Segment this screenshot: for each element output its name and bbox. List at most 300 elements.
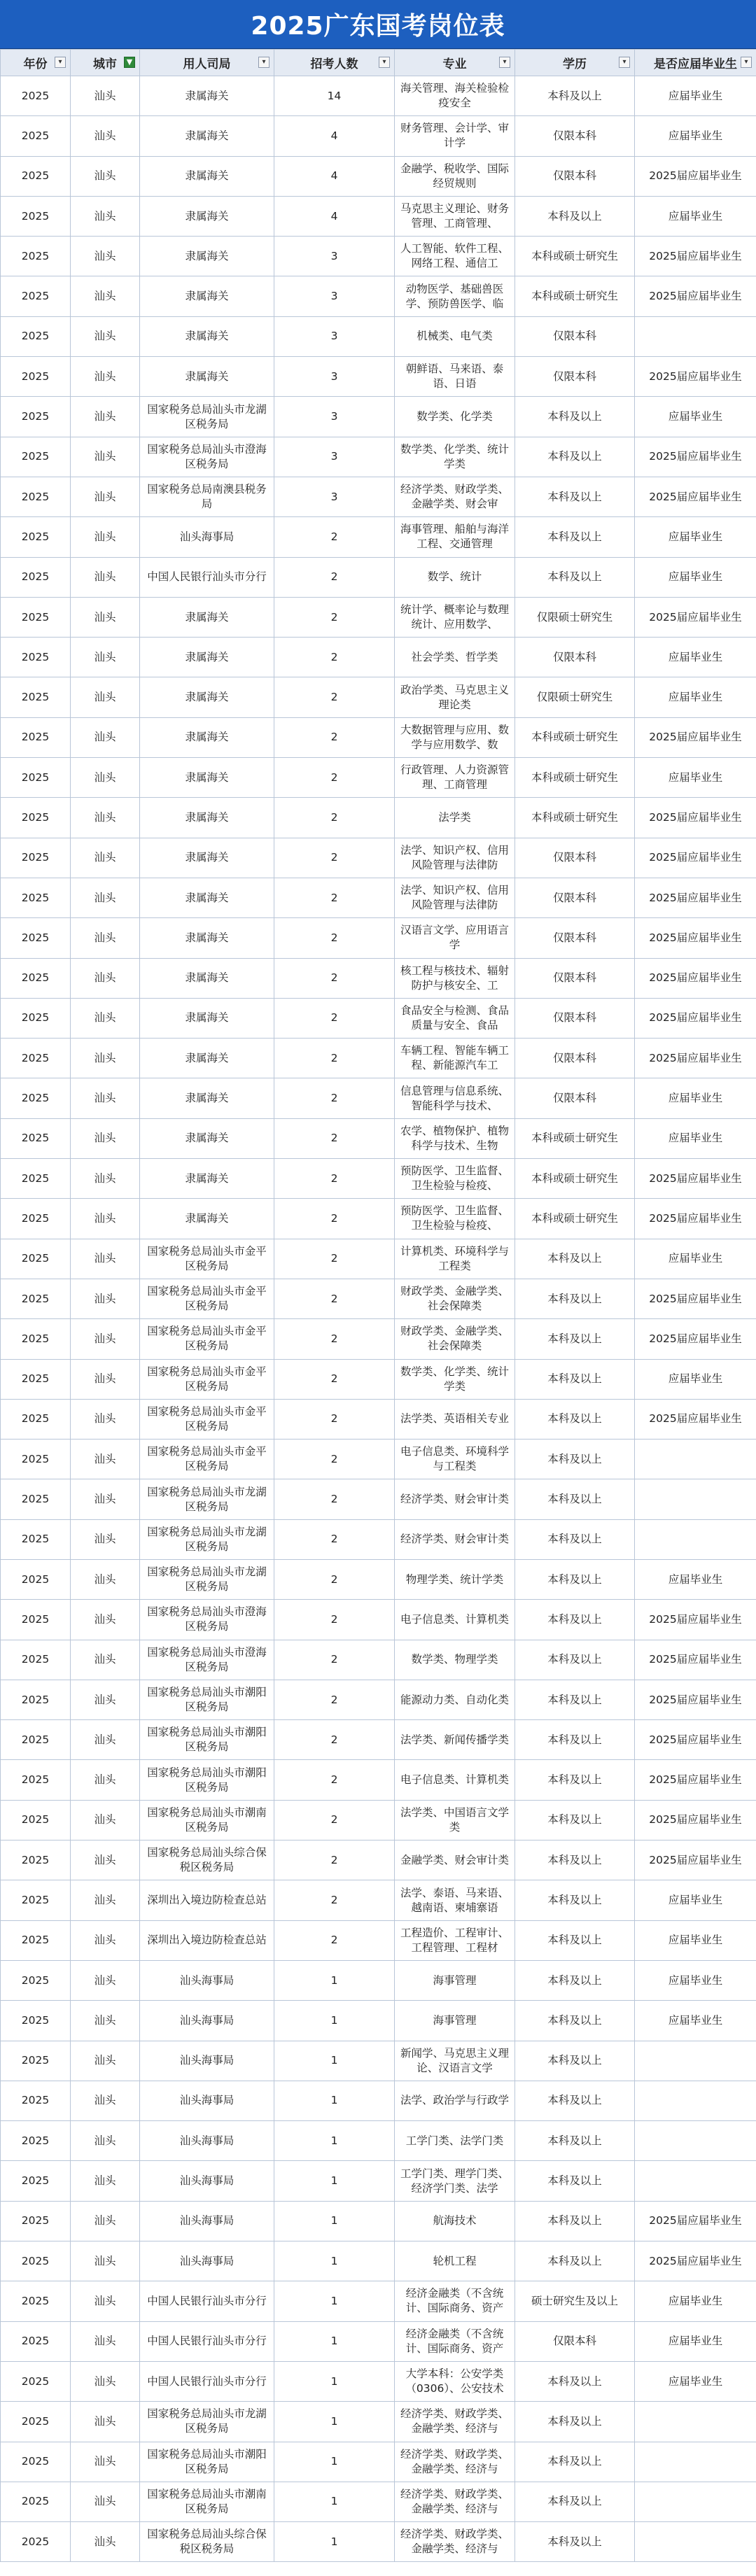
table-row[interactable] bbox=[1, 1239, 756, 1279]
cell-employer: 隶属海关 bbox=[140, 638, 274, 677]
table-row[interactable] bbox=[1, 958, 756, 998]
cell-city: 汕头 bbox=[71, 1199, 140, 1239]
cell-employer: 国家税务总局汕头市龙湖区税务局 bbox=[140, 1559, 274, 1599]
cell-year: 2025 bbox=[1, 2442, 71, 2482]
cell-fresh-graduate: 2025届应届毕业生 bbox=[635, 1399, 756, 1439]
cell-headcount: 2 bbox=[274, 918, 395, 958]
cell-major: 海事管理 bbox=[395, 2001, 515, 2041]
cell-headcount: 1 bbox=[274, 2442, 395, 2482]
cell-employer: 国家税务总局汕头市金平区税务局 bbox=[140, 1319, 274, 1359]
cell-headcount: 1 bbox=[274, 2121, 395, 2161]
table-row[interactable] bbox=[1, 1359, 756, 1399]
cell-major: 动物医学、基础兽医学、预防兽医学、临 bbox=[395, 276, 515, 316]
cell-year: 2025 bbox=[1, 918, 71, 958]
cell-employer: 隶属海关 bbox=[140, 357, 274, 397]
cell-city: 汕头 bbox=[71, 1960, 140, 2000]
cell-year: 2025 bbox=[1, 958, 71, 998]
cell-fresh-graduate: 应届毕业生 bbox=[635, 1559, 756, 1599]
cell-year: 2025 bbox=[1, 1118, 71, 1158]
cell-employer: 国家税务总局汕头市潮阳区税务局 bbox=[140, 1720, 274, 1760]
cell-fresh-graduate: 2025届应届毕业生 bbox=[635, 1319, 756, 1359]
filter-dropdown-icon[interactable]: ▾ bbox=[55, 57, 66, 68]
cell-education: 仅限本科 bbox=[515, 958, 635, 998]
table-row[interactable] bbox=[1, 2121, 756, 2161]
cell-fresh-graduate bbox=[635, 2121, 756, 2161]
cell-fresh-graduate: 2025届应届毕业生 bbox=[635, 357, 756, 397]
cell-education: 仅限本科 bbox=[515, 116, 635, 156]
cell-year: 2025 bbox=[1, 2281, 71, 2321]
filter-dropdown-icon[interactable]: ▾ bbox=[499, 57, 510, 68]
cell-headcount: 3 bbox=[274, 397, 395, 437]
cell-city: 汕头 bbox=[71, 998, 140, 1038]
table-row[interactable] bbox=[1, 2161, 756, 2201]
cell-major: 财政学类、金融学类、社会保障类 bbox=[395, 1279, 515, 1318]
cell-city: 汕头 bbox=[71, 2201, 140, 2241]
cell-education: 本科及以上 bbox=[515, 196, 635, 236]
table-row[interactable] bbox=[1, 838, 756, 878]
cell-education: 本科及以上 bbox=[515, 2442, 635, 2482]
cell-city: 汕头 bbox=[71, 1800, 140, 1840]
cell-employer: 隶属海关 bbox=[140, 116, 274, 156]
cell-headcount: 2 bbox=[274, 1519, 395, 1559]
cell-city: 汕头 bbox=[71, 1319, 140, 1359]
cell-year: 2025 bbox=[1, 1199, 71, 1239]
cell-fresh-graduate: 2025届应届毕业生 bbox=[635, 1640, 756, 1680]
cell-headcount: 4 bbox=[274, 116, 395, 156]
cell-city: 汕头 bbox=[71, 557, 140, 597]
table-row[interactable] bbox=[1, 878, 756, 917]
cell-employer: 隶属海关 bbox=[140, 838, 274, 878]
table-row[interactable] bbox=[1, 638, 756, 677]
cell-education: 本科或硕士研究生 bbox=[515, 1118, 635, 1158]
column-header-employer[interactable] bbox=[140, 50, 274, 76]
cell-fresh-graduate: 应届毕业生 bbox=[635, 1078, 756, 1118]
table-row[interactable] bbox=[1, 2201, 756, 2241]
cell-fresh-graduate: 2025届应届毕业生 bbox=[635, 1159, 756, 1199]
cell-headcount: 2 bbox=[274, 1039, 395, 1078]
table-row[interactable] bbox=[1, 1760, 756, 1800]
table-row[interactable] bbox=[1, 2482, 756, 2521]
cell-major: 车辆工程、智能车辆工程、新能源汽车工 bbox=[395, 1039, 515, 1078]
cell-education: 本科及以上 bbox=[515, 1279, 635, 1318]
cell-city: 汕头 bbox=[71, 2442, 140, 2482]
cell-headcount: 3 bbox=[274, 437, 395, 477]
cell-education: 本科或硕士研究生 bbox=[515, 1199, 635, 1239]
table-row[interactable] bbox=[1, 1519, 756, 1559]
cell-city: 汕头 bbox=[71, 2161, 140, 2201]
cell-education: 本科或硕士研究生 bbox=[515, 237, 635, 276]
cell-fresh-graduate: 2025届应届毕业生 bbox=[635, 276, 756, 316]
cell-fresh-graduate bbox=[635, 1440, 756, 1479]
cell-employer: 隶属海关 bbox=[140, 316, 274, 356]
table-row[interactable] bbox=[1, 1199, 756, 1239]
table-row[interactable] bbox=[1, 1399, 756, 1439]
table-row[interactable] bbox=[1, 758, 756, 798]
table-row[interactable] bbox=[1, 2442, 756, 2482]
cell-city: 汕头 bbox=[71, 1078, 140, 1118]
cell-fresh-graduate: 2025届应届毕业生 bbox=[635, 437, 756, 477]
cell-major: 能源动力类、自动化类 bbox=[395, 1680, 515, 1719]
table-row[interactable] bbox=[1, 1159, 756, 1199]
cell-employer: 国家税务总局汕头市金平区税务局 bbox=[140, 1239, 274, 1279]
table-row[interactable] bbox=[1, 237, 756, 276]
cell-fresh-graduate: 应届毕业生 bbox=[635, 2321, 756, 2361]
cell-fresh-graduate: 应届毕业生 bbox=[635, 638, 756, 677]
cell-employer: 国家税务总局南澳县税务局 bbox=[140, 477, 274, 516]
cell-employer: 国家税务总局汕头市金平区税务局 bbox=[140, 1279, 274, 1318]
column-header-fresh-graduate[interactable] bbox=[635, 50, 756, 76]
cell-year: 2025 bbox=[1, 1640, 71, 1680]
cell-headcount: 2 bbox=[274, 1680, 395, 1719]
cell-employer: 汕头海事局 bbox=[140, 2081, 274, 2120]
cell-education: 本科及以上 bbox=[515, 1920, 635, 1960]
column-header-headcount[interactable] bbox=[274, 50, 395, 76]
table-row[interactable] bbox=[1, 2081, 756, 2120]
table-row[interactable] bbox=[1, 1640, 756, 1680]
cell-year: 2025 bbox=[1, 1519, 71, 1559]
cell-headcount: 1 bbox=[274, 2041, 395, 2081]
filter-active-icon[interactable]: ▼ bbox=[124, 57, 135, 68]
table-row[interactable] bbox=[1, 357, 756, 397]
cell-education: 本科及以上 bbox=[515, 397, 635, 437]
table-row[interactable] bbox=[1, 798, 756, 838]
cell-fresh-graduate: 2025届应届毕业生 bbox=[635, 1720, 756, 1760]
column-header-education[interactable] bbox=[515, 50, 635, 76]
table-row[interactable] bbox=[1, 1880, 756, 1920]
cell-major: 经济学类、财政学类、金融学类、经济与 bbox=[395, 2522, 515, 2562]
cell-fresh-graduate bbox=[635, 2482, 756, 2521]
cell-city: 汕头 bbox=[71, 1640, 140, 1680]
table-row[interactable] bbox=[1, 1039, 756, 1078]
cell-employer: 国家税务总局汕头市潮阳区税务局 bbox=[140, 1760, 274, 1800]
cell-employer: 隶属海关 bbox=[140, 878, 274, 917]
cell-headcount: 2 bbox=[274, 878, 395, 917]
cell-fresh-graduate: 应届毕业生 bbox=[635, 1239, 756, 1279]
cell-employer: 中国人民银行汕头市分行 bbox=[140, 557, 274, 597]
table-row[interactable] bbox=[1, 1440, 756, 1479]
filter-dropdown-icon[interactable]: ▾ bbox=[741, 57, 752, 68]
cell-major: 电子信息类、计算机类 bbox=[395, 1600, 515, 1640]
cell-year: 2025 bbox=[1, 2041, 71, 2081]
cell-fresh-graduate bbox=[635, 2402, 756, 2442]
cell-education: 本科或硕士研究生 bbox=[515, 798, 635, 838]
cell-city: 汕头 bbox=[71, 2121, 140, 2161]
cell-city: 汕头 bbox=[71, 517, 140, 557]
cell-headcount: 2 bbox=[274, 1199, 395, 1239]
cell-employer: 隶属海关 bbox=[140, 237, 274, 276]
cell-headcount: 2 bbox=[274, 1800, 395, 1840]
cell-fresh-graduate: 2025届应届毕业生 bbox=[635, 156, 756, 196]
cell-employer: 汕头海事局 bbox=[140, 2121, 274, 2161]
cell-education: 本科及以上 bbox=[515, 1359, 635, 1399]
cell-year: 2025 bbox=[1, 2482, 71, 2521]
header-row bbox=[1, 50, 756, 76]
cell-fresh-graduate: 2025届应届毕业生 bbox=[635, 237, 756, 276]
cell-education: 本科及以上 bbox=[515, 1640, 635, 1680]
cell-education: 仅限硕士研究生 bbox=[515, 597, 635, 637]
cell-major: 金融学类、财会审计类 bbox=[395, 1840, 515, 1880]
cell-city: 汕头 bbox=[71, 2522, 140, 2562]
table-row[interactable] bbox=[1, 1960, 756, 2000]
cell-education: 本科或硕士研究生 bbox=[515, 717, 635, 757]
table-row[interactable] bbox=[1, 1118, 756, 1158]
cell-city: 汕头 bbox=[71, 2041, 140, 2081]
cell-fresh-graduate: 2025届应届毕业生 bbox=[635, 1039, 756, 1078]
table-row[interactable] bbox=[1, 1319, 756, 1359]
cell-city: 汕头 bbox=[71, 196, 140, 236]
cell-major: 汉语言文学、应用语言学 bbox=[395, 918, 515, 958]
cell-year: 2025 bbox=[1, 1479, 71, 1519]
cell-fresh-graduate: 应届毕业生 bbox=[635, 1960, 756, 2000]
cell-year: 2025 bbox=[1, 2522, 71, 2562]
table-row[interactable] bbox=[1, 437, 756, 477]
cell-major: 预防医学、卫生监督、卫生检验与检疫、 bbox=[395, 1199, 515, 1239]
cell-major: 经济学类、财政学类、金融学类、经济与 bbox=[395, 2482, 515, 2521]
cell-year: 2025 bbox=[1, 1680, 71, 1719]
cell-year: 2025 bbox=[1, 1559, 71, 1599]
cell-city: 汕头 bbox=[71, 1680, 140, 1719]
cell-year: 2025 bbox=[1, 2321, 71, 2361]
table-row[interactable] bbox=[1, 397, 756, 437]
cell-education: 仅限本科 bbox=[515, 316, 635, 356]
cell-major: 数学类、化学类、统计学类 bbox=[395, 1359, 515, 1399]
cell-employer: 国家税务总局汕头综合保税区税务局 bbox=[140, 2522, 274, 2562]
table-row[interactable] bbox=[1, 2522, 756, 2562]
filter-dropdown-icon[interactable]: ▾ bbox=[619, 57, 630, 68]
cell-major: 机械类、电气类 bbox=[395, 316, 515, 356]
cell-employer: 国家税务总局汕头市龙湖区税务局 bbox=[140, 1479, 274, 1519]
cell-fresh-graduate: 2025届应届毕业生 bbox=[635, 597, 756, 637]
cell-education: 本科及以上 bbox=[515, 1440, 635, 1479]
cell-employer: 隶属海关 bbox=[140, 758, 274, 798]
cell-fresh-graduate: 2025届应届毕业生 bbox=[635, 1279, 756, 1318]
cell-year: 2025 bbox=[1, 1159, 71, 1199]
cell-employer: 隶属海关 bbox=[140, 597, 274, 637]
cell-headcount: 2 bbox=[274, 1600, 395, 1640]
table-row[interactable] bbox=[1, 276, 756, 316]
table-row[interactable] bbox=[1, 2281, 756, 2321]
cell-education: 本科及以上 bbox=[515, 2001, 635, 2041]
column-header-label: 专业 bbox=[442, 57, 467, 71]
cell-employer: 国家税务总局汕头市澄海区税务局 bbox=[140, 1640, 274, 1680]
cell-employer: 国家税务总局汕头综合保税区税务局 bbox=[140, 1840, 274, 1880]
table-row[interactable] bbox=[1, 2001, 756, 2041]
cell-headcount: 2 bbox=[274, 1479, 395, 1519]
cell-headcount: 2 bbox=[274, 517, 395, 557]
cell-employer: 隶属海关 bbox=[140, 1159, 274, 1199]
cell-education: 本科或硕士研究生 bbox=[515, 758, 635, 798]
table-row[interactable] bbox=[1, 2361, 756, 2401]
cell-education: 本科及以上 bbox=[515, 2161, 635, 2201]
cell-city: 汕头 bbox=[71, 357, 140, 397]
cell-education: 本科及以上 bbox=[515, 2361, 635, 2401]
cell-major: 电子信息类、计算机类 bbox=[395, 1760, 515, 1800]
table-row[interactable] bbox=[1, 1800, 756, 1840]
cell-employer: 国家税务总局汕头市潮阳区税务局 bbox=[140, 2442, 274, 2482]
cell-year: 2025 bbox=[1, 196, 71, 236]
cell-fresh-graduate: 2025届应届毕业生 bbox=[635, 1680, 756, 1719]
cell-major: 工学门类、理学门类、经济学门类、法学 bbox=[395, 2161, 515, 2201]
column-header-city[interactable] bbox=[71, 50, 140, 76]
cell-fresh-graduate: 应届毕业生 bbox=[635, 1118, 756, 1158]
table-row[interactable] bbox=[1, 477, 756, 516]
cell-education: 本科及以上 bbox=[515, 2041, 635, 2081]
cell-headcount: 2 bbox=[274, 1720, 395, 1760]
cell-fresh-graduate: 应届毕业生 bbox=[635, 196, 756, 236]
table-row[interactable] bbox=[1, 1920, 756, 1960]
cell-headcount: 1 bbox=[274, 2321, 395, 2361]
cell-year: 2025 bbox=[1, 2201, 71, 2241]
cell-employer: 隶属海关 bbox=[140, 717, 274, 757]
cell-year: 2025 bbox=[1, 758, 71, 798]
table-row[interactable] bbox=[1, 116, 756, 156]
cell-year: 2025 bbox=[1, 1039, 71, 1078]
cell-education: 本科及以上 bbox=[515, 76, 635, 116]
cell-employer: 国家税务总局汕头市潮南区税务局 bbox=[140, 1800, 274, 1840]
table-row[interactable] bbox=[1, 1479, 756, 1519]
cell-headcount: 2 bbox=[274, 717, 395, 757]
cell-year: 2025 bbox=[1, 437, 71, 477]
cell-city: 汕头 bbox=[71, 1279, 140, 1318]
cell-fresh-graduate bbox=[635, 316, 756, 356]
table-row[interactable] bbox=[1, 2321, 756, 2361]
cell-education: 本科及以上 bbox=[515, 2201, 635, 2241]
cell-headcount: 2 bbox=[274, 1880, 395, 1920]
cell-city: 汕头 bbox=[71, 156, 140, 196]
cell-city: 汕头 bbox=[71, 958, 140, 998]
cell-employer: 国家税务总局汕头市龙湖区税务局 bbox=[140, 2402, 274, 2442]
table-row[interactable] bbox=[1, 156, 756, 196]
column-header-label: 用人司局 bbox=[183, 57, 231, 71]
cell-city: 汕头 bbox=[71, 477, 140, 516]
table-row[interactable] bbox=[1, 2241, 756, 2281]
cell-year: 2025 bbox=[1, 237, 71, 276]
cell-year: 2025 bbox=[1, 477, 71, 516]
cell-fresh-graduate bbox=[635, 2522, 756, 2562]
cell-major: 金融学、税收学、国际经贸规则 bbox=[395, 156, 515, 196]
cell-fresh-graduate: 应届毕业生 bbox=[635, 557, 756, 597]
cell-year: 2025 bbox=[1, 1279, 71, 1318]
cell-major: 经济学类、财会审计类 bbox=[395, 1479, 515, 1519]
table-row[interactable] bbox=[1, 196, 756, 236]
table-row[interactable] bbox=[1, 918, 756, 958]
cell-major: 人工智能、软件工程、网络工程、通信工 bbox=[395, 237, 515, 276]
column-header-major[interactable] bbox=[395, 50, 515, 76]
cell-major: 预防医学、卫生监督、卫生检验与检疫、 bbox=[395, 1159, 515, 1199]
cell-fresh-graduate: 2025届应届毕业生 bbox=[635, 717, 756, 757]
table-row[interactable] bbox=[1, 717, 756, 757]
cell-city: 汕头 bbox=[71, 2402, 140, 2442]
cell-fresh-graduate: 应届毕业生 bbox=[635, 758, 756, 798]
cell-year: 2025 bbox=[1, 1399, 71, 1439]
table-row[interactable] bbox=[1, 998, 756, 1038]
cell-education: 本科及以上 bbox=[515, 1960, 635, 2000]
table-row[interactable] bbox=[1, 677, 756, 717]
cell-year: 2025 bbox=[1, 597, 71, 637]
cell-employer: 汕头海事局 bbox=[140, 2001, 274, 2041]
cell-headcount: 2 bbox=[274, 838, 395, 878]
filter-dropdown-icon[interactable]: ▾ bbox=[379, 57, 390, 68]
cell-education: 本科及以上 bbox=[515, 2081, 635, 2120]
cell-headcount: 2 bbox=[274, 1279, 395, 1318]
cell-education: 仅限本科 bbox=[515, 998, 635, 1038]
cell-year: 2025 bbox=[1, 517, 71, 557]
cell-employer: 隶属海关 bbox=[140, 76, 274, 116]
cell-education: 本科及以上 bbox=[515, 2121, 635, 2161]
table-row[interactable] bbox=[1, 1279, 756, 1318]
cell-major: 大数据管理与应用、数学与应用数学、数 bbox=[395, 717, 515, 757]
cell-city: 汕头 bbox=[71, 1118, 140, 1158]
table-row[interactable] bbox=[1, 1720, 756, 1760]
table-row[interactable] bbox=[1, 2041, 756, 2081]
cell-major: 朝鲜语、马来语、泰语、日语 bbox=[395, 357, 515, 397]
cell-fresh-graduate: 应届毕业生 bbox=[635, 1359, 756, 1399]
table-row[interactable] bbox=[1, 557, 756, 597]
cell-education: 本科及以上 bbox=[515, 1479, 635, 1519]
cell-headcount: 2 bbox=[274, 1239, 395, 1279]
column-header-label: 城市 bbox=[93, 57, 117, 71]
table-row[interactable] bbox=[1, 316, 756, 356]
table-row[interactable] bbox=[1, 1600, 756, 1640]
cell-education: 本科及以上 bbox=[515, 1880, 635, 1920]
table-row[interactable] bbox=[1, 517, 756, 557]
cell-fresh-graduate: 2025届应届毕业生 bbox=[635, 1600, 756, 1640]
cell-education: 本科及以上 bbox=[515, 1760, 635, 1800]
cell-city: 汕头 bbox=[71, 918, 140, 958]
cell-year: 2025 bbox=[1, 1760, 71, 1800]
cell-city: 汕头 bbox=[71, 2482, 140, 2521]
cell-year: 2025 bbox=[1, 878, 71, 917]
cell-employer: 国家税务总局汕头市金平区税务局 bbox=[140, 1440, 274, 1479]
cell-major: 经济学类、财会审计类 bbox=[395, 1519, 515, 1559]
cell-employer: 国家税务总局汕头市金平区税务局 bbox=[140, 1399, 274, 1439]
cell-headcount: 1 bbox=[274, 2241, 395, 2281]
filter-dropdown-icon[interactable]: ▾ bbox=[258, 57, 270, 68]
cell-city: 汕头 bbox=[71, 1039, 140, 1078]
table-row[interactable] bbox=[1, 2402, 756, 2442]
cell-fresh-graduate: 应届毕业生 bbox=[635, 1920, 756, 1960]
cell-fresh-graduate: 2025届应届毕业生 bbox=[635, 1199, 756, 1239]
cell-headcount: 3 bbox=[274, 276, 395, 316]
cell-employer: 国家税务总局汕头市金平区税务局 bbox=[140, 1359, 274, 1399]
table-row[interactable] bbox=[1, 1559, 756, 1599]
cell-city: 汕头 bbox=[71, 116, 140, 156]
cell-headcount: 1 bbox=[274, 2201, 395, 2241]
column-header-year[interactable] bbox=[1, 50, 71, 76]
cell-employer: 国家税务总局汕头市澄海区税务局 bbox=[140, 1600, 274, 1640]
cell-fresh-graduate: 2025届应届毕业生 bbox=[635, 918, 756, 958]
table-row[interactable] bbox=[1, 1680, 756, 1719]
cell-city: 汕头 bbox=[71, 1720, 140, 1760]
table-row[interactable] bbox=[1, 597, 756, 637]
cell-year: 2025 bbox=[1, 677, 71, 717]
cell-major: 经济学类、财政学类、金融学类、经济与 bbox=[395, 2442, 515, 2482]
cell-education: 本科或硕士研究生 bbox=[515, 276, 635, 316]
cell-major: 法学、知识产权、信用风险管理与法律防 bbox=[395, 878, 515, 917]
cell-year: 2025 bbox=[1, 76, 71, 116]
table-row[interactable] bbox=[1, 1840, 756, 1880]
cell-city: 汕头 bbox=[71, 1359, 140, 1399]
cell-city: 汕头 bbox=[71, 1920, 140, 1960]
cell-headcount: 2 bbox=[274, 1359, 395, 1399]
table-row[interactable] bbox=[1, 1078, 756, 1118]
cell-city: 汕头 bbox=[71, 597, 140, 637]
cell-fresh-graduate: 2025届应届毕业生 bbox=[635, 1800, 756, 1840]
cell-major: 法学类、中国语言文学类 bbox=[395, 1800, 515, 1840]
cell-education: 本科及以上 bbox=[515, 1800, 635, 1840]
cell-major: 数学类、化学类、统计学类 bbox=[395, 437, 515, 477]
table-row[interactable] bbox=[1, 76, 756, 116]
